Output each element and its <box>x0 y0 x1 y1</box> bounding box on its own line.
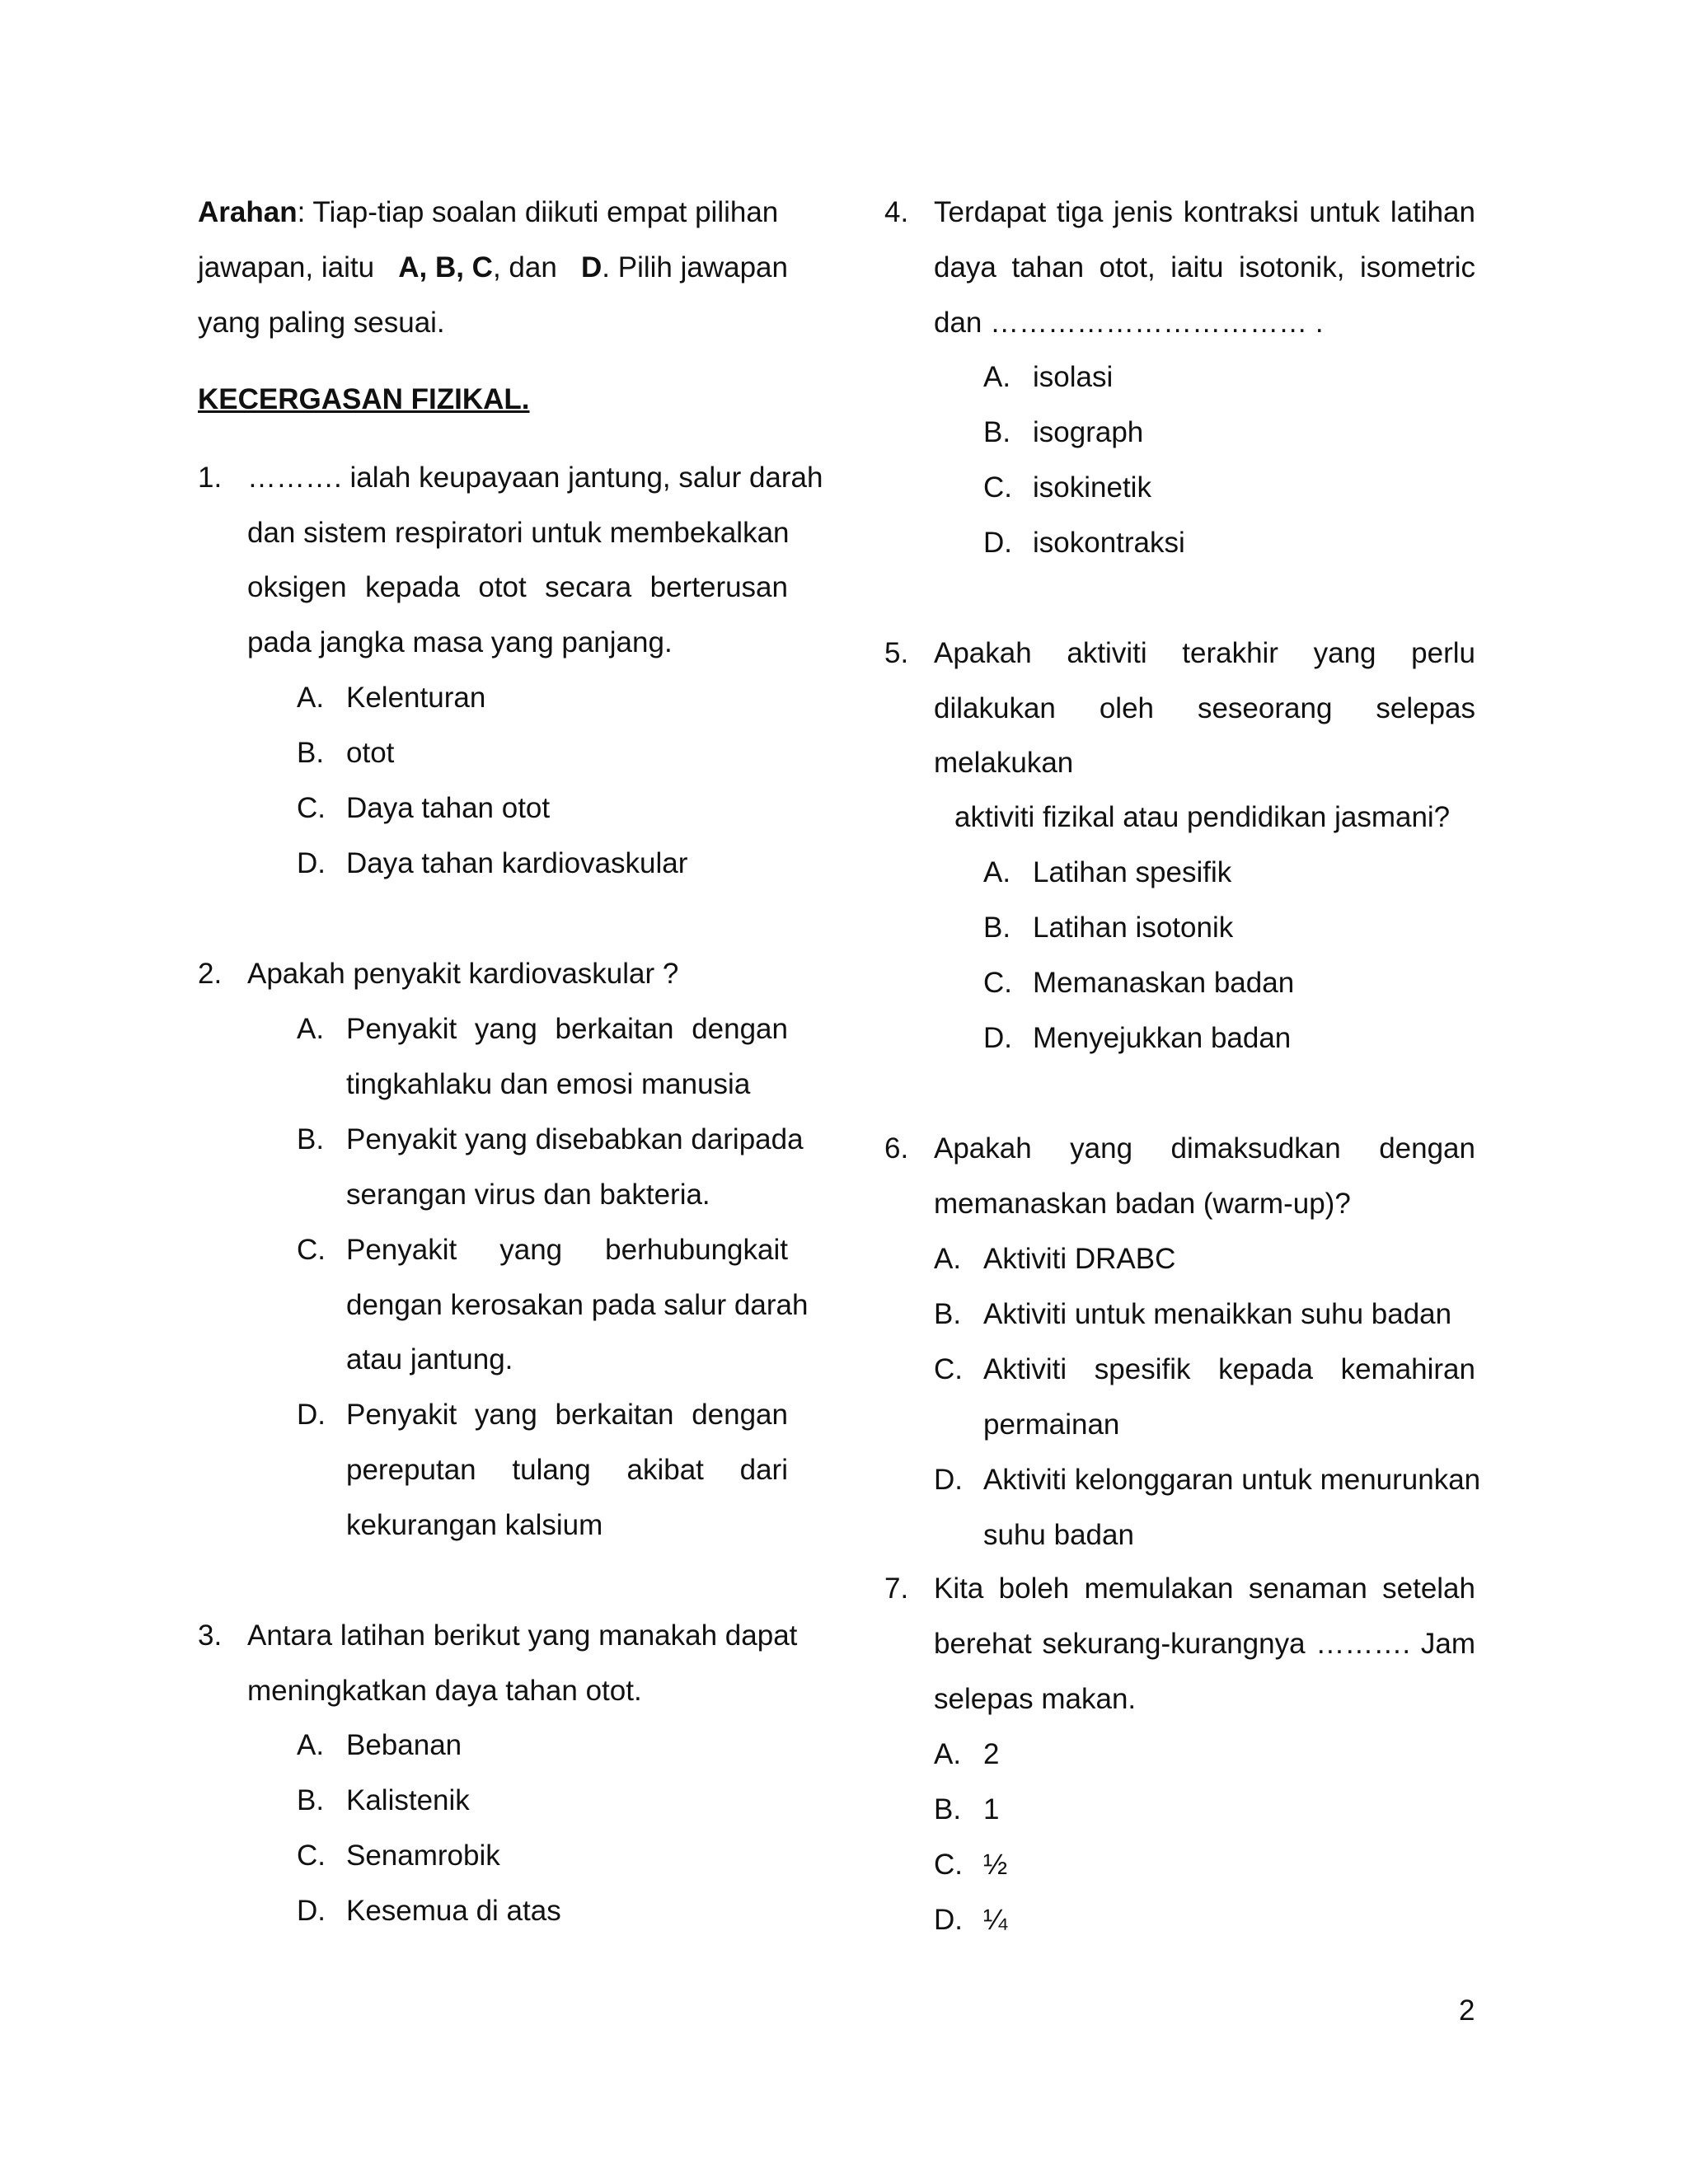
option-letter: C. <box>297 1840 326 1872</box>
question-text-line: Apakah aktiviti terakhir yang perlu <box>934 637 1475 669</box>
option-letter: C. <box>983 967 1012 999</box>
question-text-line: berehat sekurang-kurangnya ………. Jam <box>934 1628 1475 1660</box>
option-letter: D. <box>934 1904 963 1936</box>
option-text: Aktiviti spesifik kepada kemahiran <box>983 1353 1475 1385</box>
question-text-line: dilakukan oleh seseorang selepas <box>934 692 1475 724</box>
option-text: 1 <box>983 1793 1000 1825</box>
option-text: Menyejukkan badan <box>1033 1022 1292 1054</box>
option-letter: C. <box>983 471 1012 504</box>
option-letter: D. <box>983 1022 1012 1054</box>
option-text: 2 <box>983 1738 1000 1770</box>
instructions-label: Arahan <box>198 196 298 228</box>
question-number: 3. <box>198 1619 223 1652</box>
option-text: isolasi <box>1033 361 1114 393</box>
option-text: Aktiviti kelonggaran untuk menurunkan <box>983 1464 1481 1496</box>
question-number: 7. <box>884 1572 909 1605</box>
option-letter: A. <box>297 1729 325 1761</box>
option-letter: A. <box>297 1013 325 1045</box>
question-text-line: Antara latihan berikut yang manakah dapat <box>247 1619 798 1652</box>
option-text: Aktiviti DRABC <box>983 1243 1176 1275</box>
option-letter: B. <box>983 912 1011 944</box>
option-text: isokontraksi <box>1033 527 1185 559</box>
option-text: Senamrobik <box>346 1840 500 1872</box>
question-text-line: Kita boleh memulakan senaman setelah <box>934 1572 1475 1605</box>
question-text-line: meningkatkan daya tahan otot. <box>247 1675 642 1707</box>
option-text: pereputan tulang akibat dari <box>346 1454 788 1486</box>
question-number: 5. <box>884 637 909 669</box>
option-letter: D. <box>934 1464 963 1496</box>
option-letter: B. <box>934 1793 962 1825</box>
question-text-line: melakukan <box>934 747 1074 779</box>
option-text: Daya tahan kardiovaskular <box>346 847 688 879</box>
question-text-line: selepas makan. <box>934 1683 1137 1715</box>
question-text-line: oksigen kepada otot secara berterusan <box>247 571 788 603</box>
option-text: tingkahlaku dan emosi manusia <box>346 1068 751 1100</box>
option-letter: C. <box>934 1353 963 1385</box>
option-letter: B. <box>297 1123 325 1155</box>
option-letter: B. <box>934 1298 962 1330</box>
option-text: suhu badan <box>983 1519 1134 1551</box>
option-text: Kalistenik <box>346 1784 470 1816</box>
option-text: Aktiviti untuk menaikkan suhu badan <box>983 1298 1452 1330</box>
option-text: Latihan spesifik <box>1033 856 1232 888</box>
question-text-line: Apakah penyakit kardiovaskular ? <box>247 958 679 990</box>
option-letter: D. <box>297 847 326 879</box>
option-text: ¼ <box>983 1904 1008 1936</box>
option-letter: A. <box>934 1243 962 1275</box>
option-text: Memanaskan badan <box>1033 967 1295 999</box>
question-text-line: memanaskan badan (warm-up)? <box>934 1188 1351 1220</box>
option-letter: C. <box>297 1234 326 1266</box>
question-number: 1. <box>198 462 223 494</box>
option-letter: B. <box>297 737 325 769</box>
question-text-line: pada jangka masa yang panjang. <box>247 626 673 658</box>
option-letter: D. <box>297 1399 326 1431</box>
question-text-line: Apakah yang dimaksudkan dengan <box>934 1132 1475 1165</box>
question-text-line: aktiviti fizikal atau pendidikan jasmani? <box>954 801 1451 833</box>
option-text: Penyakit yang berkaitan dengan <box>346 1013 788 1045</box>
instructions-line-1: Arahan: Tiap-tiap soalan diikuti empat pilihan <box>198 196 779 228</box>
instructions-line-3: yang paling sesuai. <box>198 307 445 339</box>
option-letter: C. <box>297 792 326 824</box>
option-text: permainan <box>983 1408 1120 1441</box>
option-text: isokinetik <box>1033 471 1151 504</box>
option-text: Kelenturan <box>346 682 486 714</box>
option-text: ½ <box>983 1849 1008 1881</box>
option-letter: D. <box>297 1895 326 1927</box>
option-text: kekurangan kalsium <box>346 1509 603 1541</box>
option-text: Kesemua di atas <box>346 1895 561 1927</box>
option-text: dengan kerosakan pada salur darah <box>346 1289 809 1321</box>
option-text: Latihan isotonik <box>1033 912 1234 944</box>
option-text: Penyakit yang berhubungkait <box>346 1234 788 1266</box>
question-number: 2. <box>198 958 223 990</box>
question-text-line: dan …………………………… . <box>934 307 1324 339</box>
option-letter: D. <box>983 527 1012 559</box>
option-text: serangan virus dan bakteria. <box>346 1179 710 1211</box>
option-text: isograph <box>1033 416 1144 448</box>
instructions-line-2: jawapan, iaitu A, B, C, dan D. Pilih jawapan <box>198 251 788 284</box>
option-text: otot <box>346 737 395 769</box>
page-number: 2 <box>1459 1994 1475 2027</box>
option-letter: A. <box>983 361 1011 393</box>
option-text: Daya tahan otot <box>346 792 551 824</box>
option-text: Penyakit yang disebabkan daripada <box>346 1123 804 1155</box>
option-text: Bebanan <box>346 1729 462 1761</box>
question-number: 6. <box>884 1132 909 1165</box>
option-letter: A. <box>297 682 325 714</box>
option-text: atau jantung. <box>346 1343 513 1376</box>
question-text-line: dan sistem respiratori untuk membekalkan <box>247 517 790 549</box>
question-text-line: Terdapat tiga jenis kontraksi untuk latihan <box>934 196 1475 228</box>
section-heading: KECERGASAN FIZIKAL. <box>198 383 530 415</box>
option-letter: C. <box>934 1849 963 1881</box>
question-number: 4. <box>884 196 909 228</box>
option-letter: B. <box>983 416 1011 448</box>
question-text-line: daya tahan otot, iaitu isotonik, isometric <box>934 251 1475 284</box>
option-letter: B. <box>297 1784 325 1816</box>
option-text: Penyakit yang berkaitan dengan <box>346 1399 788 1431</box>
option-letter: A. <box>934 1738 962 1770</box>
question-text-line: ………. ialah keupayaan jantung, salur darah <box>247 462 823 494</box>
option-letter: A. <box>983 856 1011 888</box>
